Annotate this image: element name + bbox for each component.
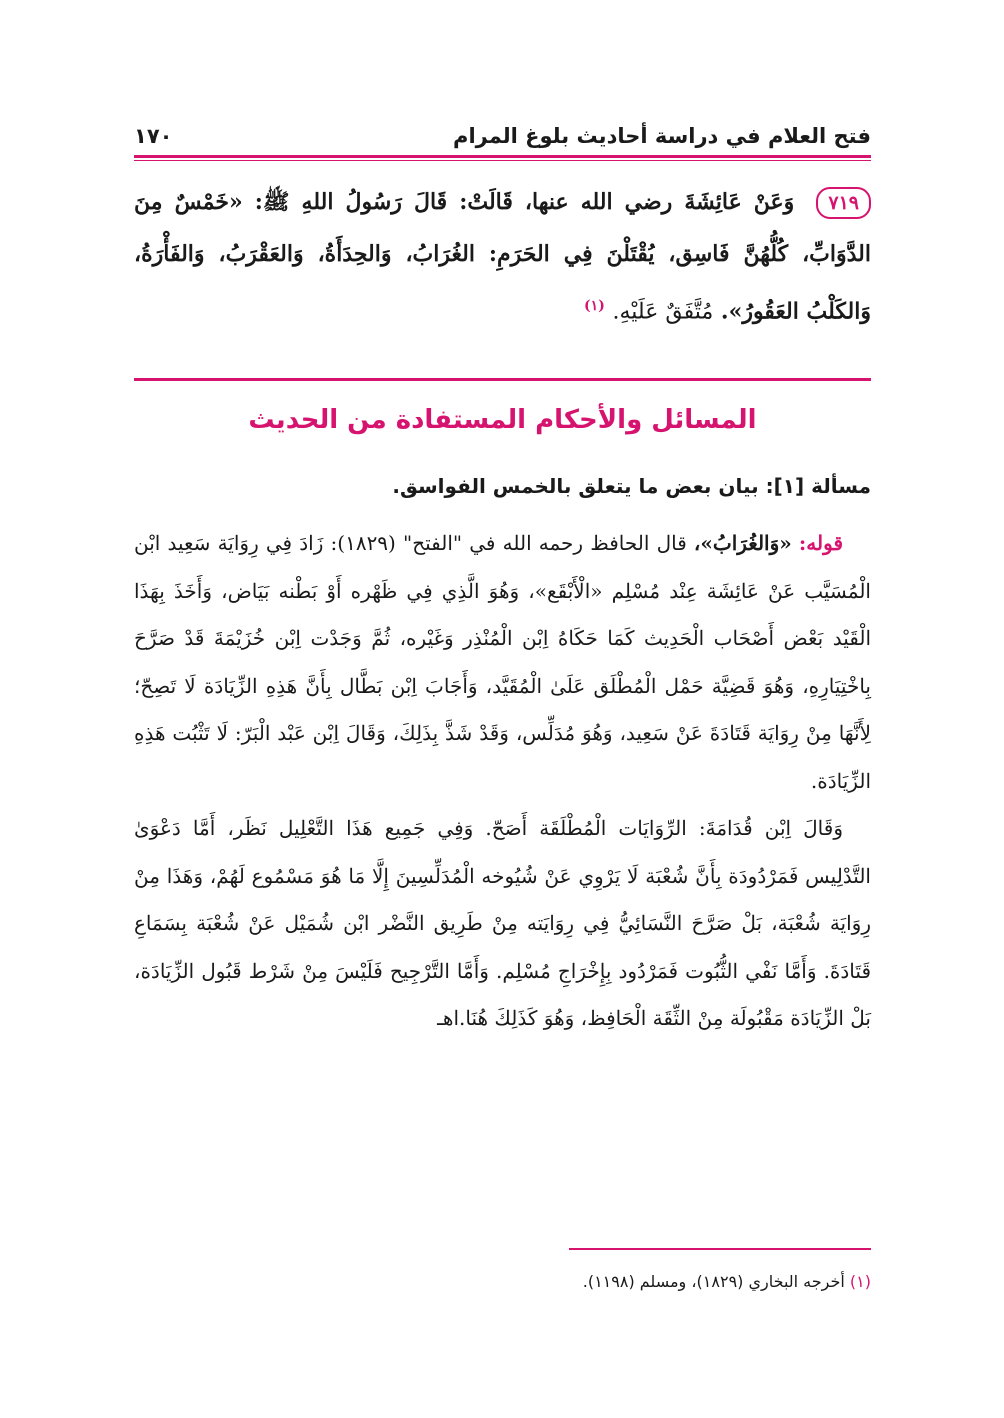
body-text [134, 520, 871, 1043]
section-divider [134, 378, 871, 381]
footnote-text: أخرجه البخاري (١٨٢٩)، ومسلم (١١٩٨). [582, 1272, 845, 1291]
footnote-marker: (١) [849, 1272, 871, 1291]
page-header [134, 120, 871, 152]
header-rule [134, 155, 871, 158]
question-label: مسألة [١]: [765, 474, 871, 498]
paragraph-lead: قوله: [798, 531, 844, 555]
paragraph-text: وَقَالَ اِبْن قُدَامَةَ: الرِّوَايَات الْمُطْلَقَة أَصَحّ. وَفِي جَمِيع هَذَا التَّعْلِيل نَظَر، أَمَّا دَعْوَىٰ التَّدْلِيس فَمَرْدُودَة بِأَنَّ شُعْبَة لَا يَرْوِي عَنْ شُيُوخه الْمُدَلِّسِينَ إِلَّا مَا هُوَ مَسْمُوع لَهُمْ، وَهَذَا مِنْ رِوَايَة شُعْبَة، بَلْ صَرَّحَ النَّسَائِيُّ فِي رِوَايَته مِنْ طَرِيق النَّضْر ابْن شُمَيْل عَنْ شُعْبَة بِسَمَاعِ قَتَادَةَ. وَأَمَّا نَفْي الثُّبُوت فَمَرْدُود بِإِخْرَاجِ مُسْلِم. وَأَمَّا التَّرْجِيح فَلَيْسَ مِنْ شَرْط قَبُول الزِّيَادَة، بَلْ الزِّيَادَة مَقْبُولَة مِنْ الثِّقَة الْحَافِظ، وَهُوَ كَذَلِكَ هُنَا.اهـ [134, 816, 871, 1030]
paragraph [134, 520, 871, 805]
paragraph-text: قال الحافظ رحمه الله في "الفتح" (١٨٢٩): زَادَ فِي رِوَايَة سَعِيد ابْن الْمُسَيَّب عَنْ عَائِشَة عِنْد مُسْلِم «الْأَبْقَع»، وَهُوَ الَّذِي فِي ظَهْره أَوْ بَطْنه بَيَاض، وَأَخَذَ بِهَذَا الْقَيْد بَعْض أَصْحَاب الْحَدِيث كَمَا حَكَاهُ اِبْن الْمُنْذِر وَغَيْره، ثُمَّ وَجَدْت اِبْن خُزَيْمَةَ قَدْ صَرَّحَ بِاخْتِيَارِهِ، وَهُوَ قَضِيَّة حَمْل الْمُطْلَق عَلَىٰ الْمُقَيَّد، وَأَجَابَ اِبْن بَطَّال بِأَنَّ هَذِهِ الزِّيَادَة لَا تَصِحّ؛ لِأَنَّهَا مِنْ رِوَايَة قَتَادَةَ عَنْ سَعِيد، وَهُوَ مُدَلِّس، وَقَدْ شَذَّ بِذَلِكَ، وَقَالَ اِبْن عَبْد الْبَرّ: لَا تَثْبُت هَذِهِ الزِّيَادَة. [134, 531, 871, 793]
header-rule-thin [134, 160, 871, 161]
section-title: المسائل والأحكام المستفادة من الحديث [248, 405, 757, 435]
footnote-rule [569, 1248, 871, 1250]
paragraph-lead-word: «وَالغُرَابُ»، [693, 531, 792, 555]
footnote-ref: (١) [584, 298, 605, 314]
hadith-number-badge: ٧١٩ [816, 187, 871, 219]
hadith-text: «خَمْسٌ مِنَ الدَّوَابِّ، كُلُّهُنَّ فَاسِق، يُقْتَلْنَ فِي الحَرَمِ: الغُرَابُ، وَالحِدَأَةُ، وَالعَقْرَبُ، وَالفَأْرَةُ، وَالكَلْبُ العَقُورُ». [134, 189, 871, 325]
hadith-intro: وَعَنْ عَائِشَةَ رضي الله عنها، قَالَتْ: قَالَ رَسُولُ اللهِ ﷺ: [254, 189, 795, 215]
hadith-block [134, 176, 871, 338]
book-title: فتح العلام في دراسة أحاديث بلوغ المرام [453, 124, 871, 148]
question-heading [134, 474, 871, 498]
paragraph [134, 805, 871, 1043]
question-title: بيان بعض ما يتعلق بالخمس الفواسق. [392, 474, 759, 498]
hadith-source: مُتَّفَقٌ عَلَيْهِ. [612, 299, 714, 325]
page-number: ١٧٠ [134, 124, 173, 148]
footnote [134, 1272, 871, 1291]
